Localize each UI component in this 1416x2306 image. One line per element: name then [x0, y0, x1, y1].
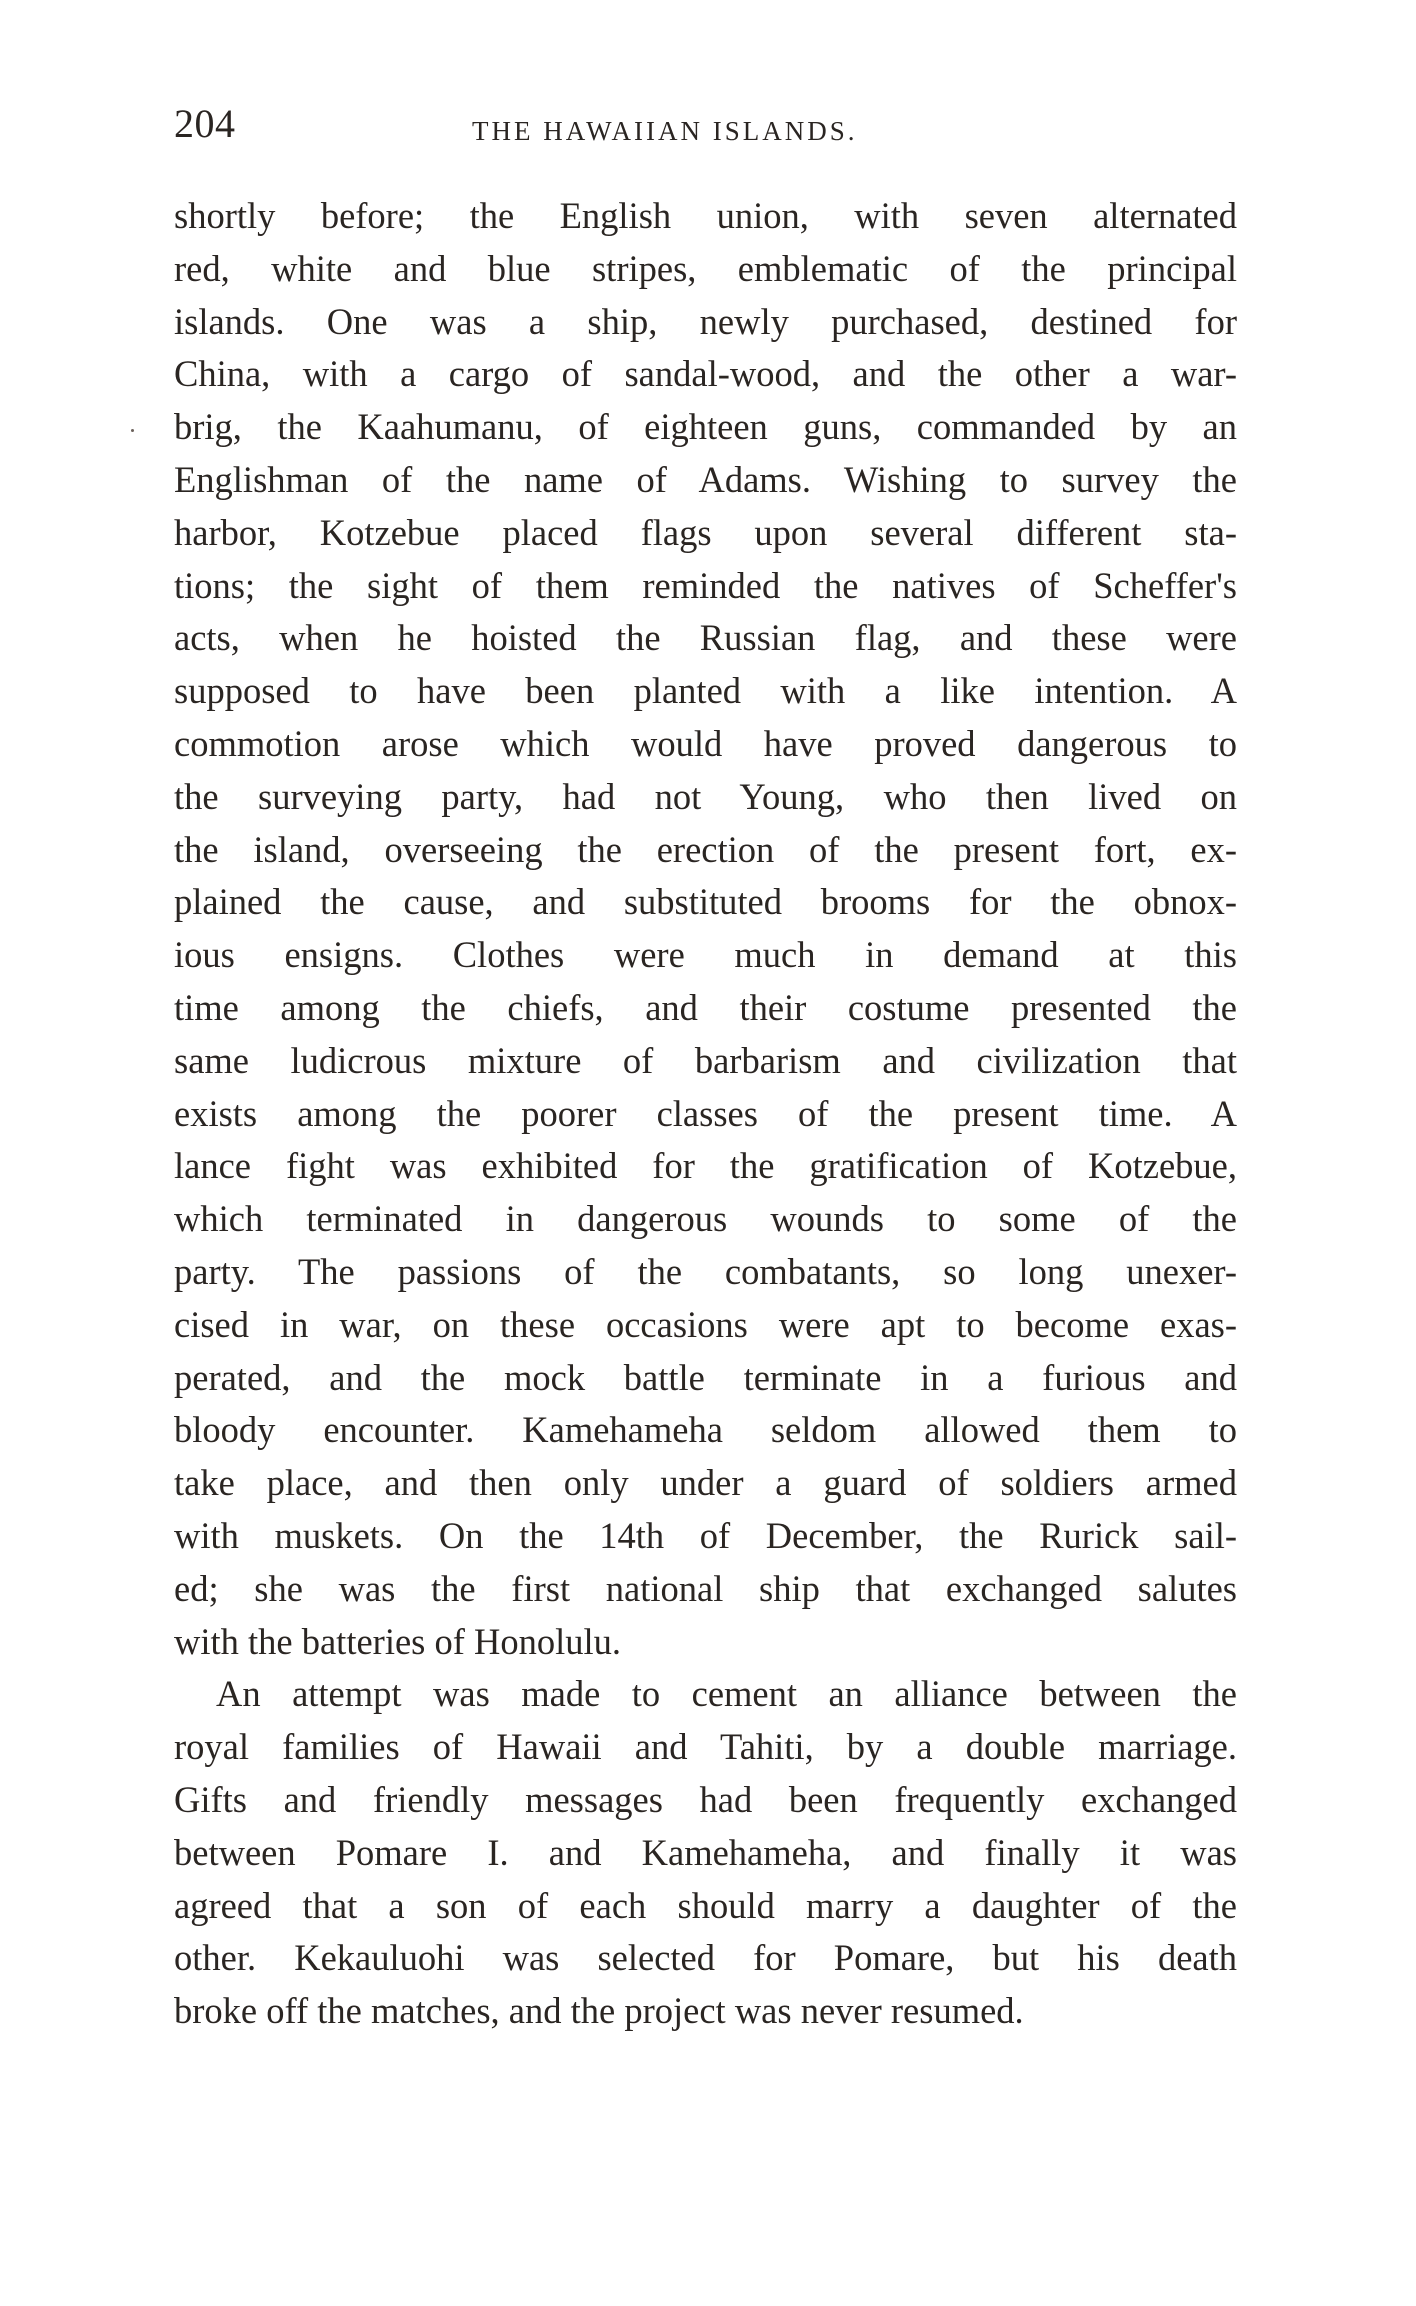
- text-line: between Pomare I. and Kamehameha, and finally it was: [174, 1831, 1237, 1873]
- page-number: 204: [174, 101, 236, 146]
- text-line: bloody encounter. Kamehameha seldom allowed them to: [174, 1409, 1237, 1451]
- text-line: brig, the Kaahumanu, of eighteen guns, commanded by an: [174, 406, 1237, 448]
- text-line: ious ensigns. Clothes were much in demand at this: [174, 934, 1237, 976]
- text-line: lance fight was exhibited for the gratification of Kotzebue,: [174, 1145, 1237, 1187]
- text-line: exists among the poorer classes of the present time. A: [174, 1092, 1237, 1134]
- paragraph-2: [174, 1668, 1237, 2038]
- text-line: agreed that a son of each should marry a daughter of the: [174, 1884, 1237, 1926]
- text-line: with the batteries of Honolulu.: [174, 1620, 622, 1662]
- text-line: plained the cause, and substituted brooms for the obnox-: [174, 881, 1237, 923]
- body-text: [174, 190, 1237, 2038]
- margin-speck: [131, 429, 134, 432]
- text-line: the surveying party, had not Young, who then lived on: [174, 775, 1237, 817]
- text-line: time among the chiefs, and their costume presented the: [174, 986, 1237, 1028]
- text-line: royal families of Hawaii and Tahiti, by a double marriage.: [174, 1726, 1237, 1768]
- text-line: Gifts and friendly messages had been frequently exchanged: [174, 1778, 1237, 1820]
- paragraph-1: [174, 190, 1237, 1668]
- text-line: broke off the matches, and the project was never resumed.: [174, 1990, 1024, 2032]
- text-line: acts, when he hoisted the Russian flag, and these were: [174, 617, 1237, 659]
- running-head: THE HAWAIIAN ISLANDS.: [472, 116, 858, 146]
- text-line: cised in war, on these occasions were apt to become exas-: [174, 1303, 1237, 1345]
- text-line: Englishman of the name of Adams. Wishing to survey the: [174, 458, 1237, 500]
- text-line: which terminated in dangerous wounds to some of the: [174, 1198, 1237, 1240]
- text-line: An attempt was made to cement an alliance between the: [216, 1673, 1237, 1715]
- text-line: tions; the sight of them reminded the natives of Scheffer's: [174, 564, 1237, 606]
- text-line: ed; she was the first national ship that exchanged salutes: [174, 1567, 1237, 1609]
- text-line: same ludicrous mixture of barbarism and civilization that: [174, 1039, 1237, 1081]
- text-line: perated, and the mock battle terminate in a furious and: [174, 1356, 1237, 1398]
- text-line: harbor, Kotzebue placed flags upon several different sta-: [174, 511, 1237, 553]
- text-line: other. Kekauluohi was selected for Pomare, but his death: [174, 1937, 1237, 1979]
- text-line: commotion arose which would have proved dangerous to: [174, 722, 1237, 764]
- text-line: supposed to have been planted with a like intention. A: [174, 670, 1237, 712]
- text-line: islands. One was a ship, newly purchased, destined for: [174, 300, 1237, 342]
- text-line: shortly before; the English union, with seven alternated: [174, 195, 1237, 236]
- text-line: party. The passions of the combatants, so long unexer-: [174, 1250, 1237, 1292]
- text-line: the island, overseeing the erection of the present fort, ex-: [174, 828, 1237, 870]
- text-line: red, white and blue stripes, emblematic of the principal: [174, 247, 1237, 289]
- text-line: China, with a cargo of sandal-wood, and the other a war-: [174, 353, 1237, 395]
- text-line: with muskets. On the 14th of December, the Rurick sail-: [174, 1514, 1237, 1556]
- text-line: take place, and then only under a guard of soldiers armed: [174, 1462, 1237, 1504]
